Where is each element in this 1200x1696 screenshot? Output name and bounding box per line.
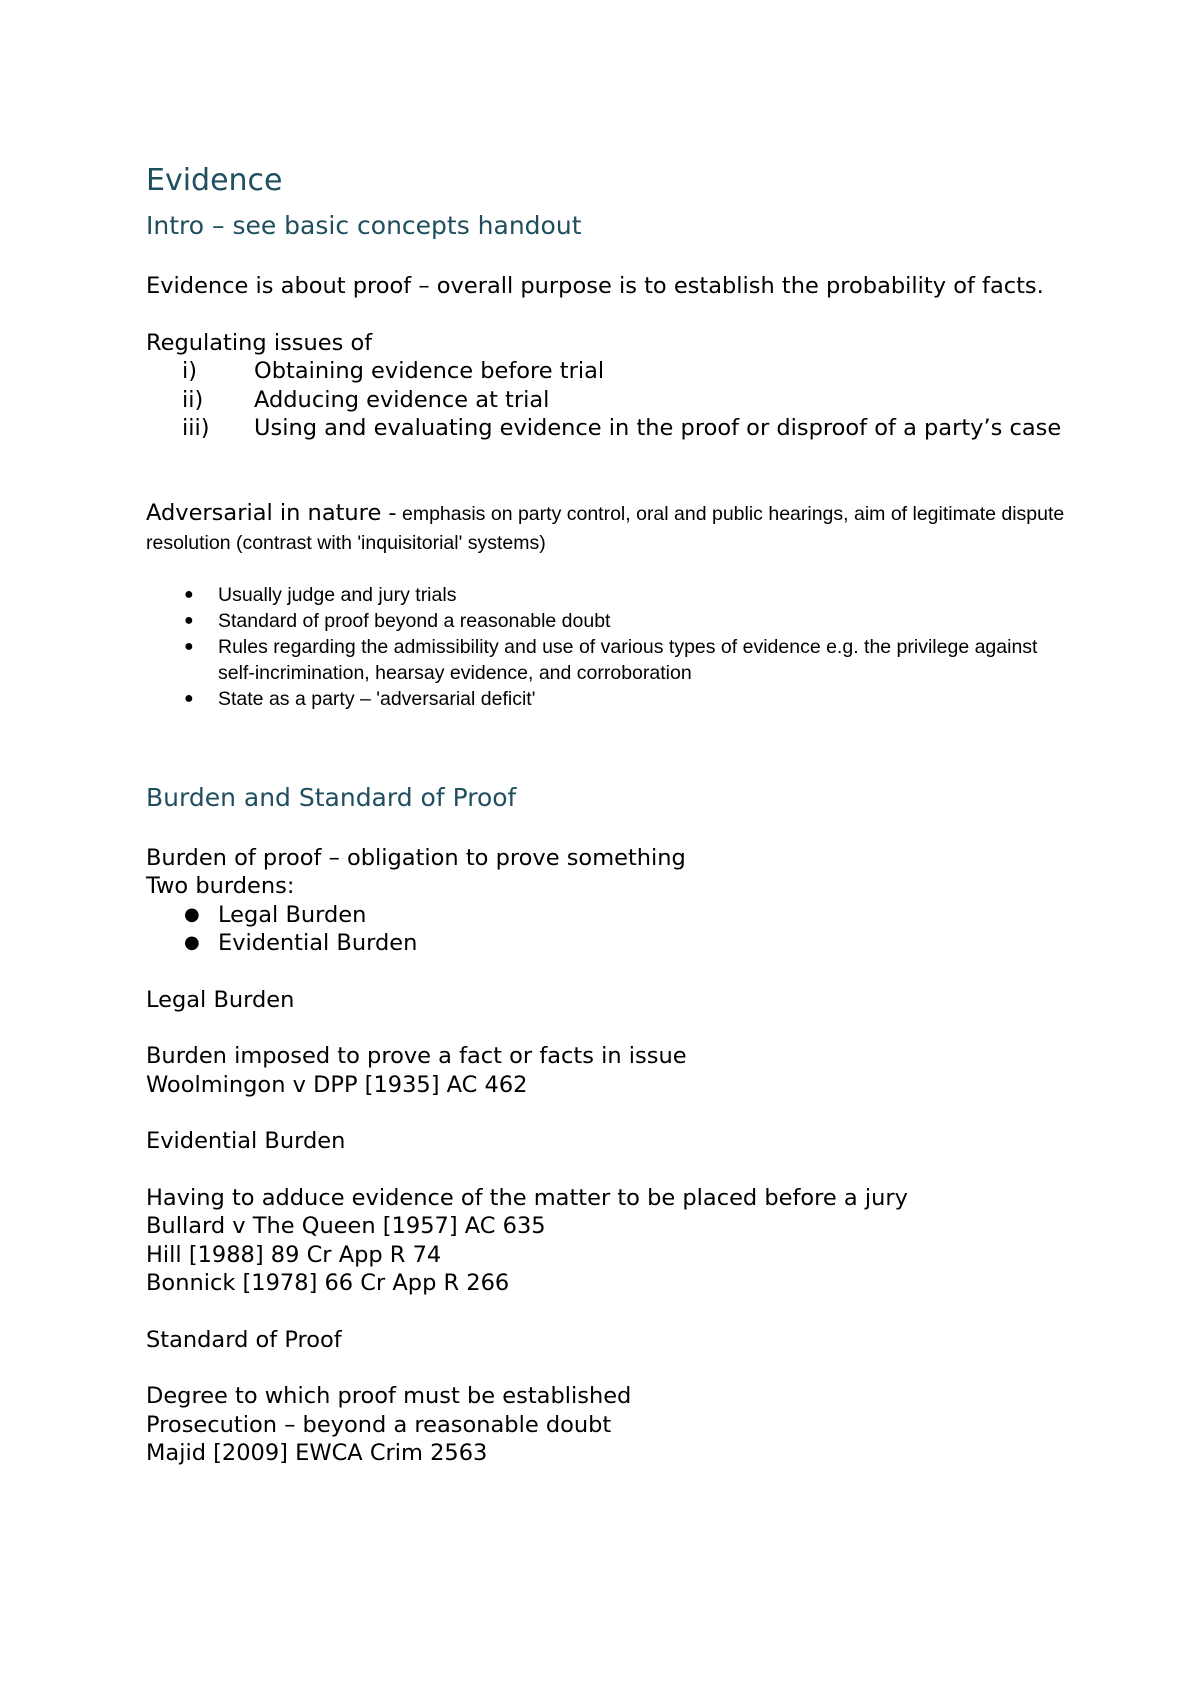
bullet-icon: ● xyxy=(184,903,200,925)
document-title: Evidence xyxy=(146,163,283,198)
list-text: Adducing evidence at trial xyxy=(254,386,550,413)
burden-heading: Burden and Standard of Proof xyxy=(146,782,517,812)
list-text: Usually judge and jury trials xyxy=(218,583,457,606)
list-item xyxy=(146,414,1066,443)
bullet-icon: ● xyxy=(184,637,194,655)
evidential-burden-title: Evidential Burden xyxy=(146,1128,346,1154)
intro-heading: Intro – see basic concepts handout xyxy=(146,211,582,240)
list-item xyxy=(146,929,1066,958)
bullet-icon: ● xyxy=(184,611,194,629)
evidential-burden-line: Having to adduce evidence of the matter to be placed before a jury xyxy=(146,1184,908,1211)
legal-burden-title: Legal Burden xyxy=(146,986,295,1013)
list-text: State as a party – 'adversarial deficit' xyxy=(218,687,536,710)
burden-list xyxy=(146,901,1066,958)
list-item xyxy=(146,386,1066,415)
list-text: Legal Burden xyxy=(218,901,367,928)
regulating-label: Regulating issues of xyxy=(146,329,373,356)
evidential-burden-case: Hill [1988] 89 Cr App R 74 xyxy=(146,1241,442,1268)
regulating-list xyxy=(146,357,1066,443)
list-item xyxy=(146,357,1066,386)
list-item xyxy=(146,582,1066,608)
evidential-burden-case: Bonnick [1978] 66 Cr App R 266 xyxy=(146,1270,510,1296)
list-number: ii) xyxy=(182,386,204,413)
list-number: iii) xyxy=(182,415,210,441)
list-item xyxy=(146,608,1066,634)
standard-of-proof-title: Standard of Proof xyxy=(146,1326,342,1353)
evidential-burden-case: Bullard v The Queen [1957] AC 635 xyxy=(146,1213,546,1239)
document-page xyxy=(146,160,1066,1468)
adversarial-paragraph xyxy=(146,499,1066,558)
standard-of-proof-case: Majid [2009] EWCA Crim 2563 xyxy=(146,1440,488,1466)
burden-definition: Burden of proof – obligation to prove something xyxy=(146,844,686,871)
list-number: i) xyxy=(182,358,198,384)
adversarial-bullets xyxy=(146,582,1066,712)
list-text: Evidential Burden xyxy=(218,930,418,956)
bullet-icon: ● xyxy=(184,932,200,953)
list-text: Standard of proof beyond a reasonable doubt xyxy=(218,609,611,632)
list-item xyxy=(146,901,1066,930)
list-item xyxy=(146,686,1066,712)
legal-burden-line: Burden imposed to prove a fact or facts in issue xyxy=(146,1043,687,1069)
adversarial-text: emphasis on party control, oral and public hearings, aim of legitimate dispute resolution (contrast with 'inquisitorial' systems) xyxy=(146,502,1065,554)
list-text: Obtaining evidence before trial xyxy=(254,358,605,384)
standard-of-proof-line: Degree to which proof must be established xyxy=(146,1383,632,1409)
intro-paragraph: Evidence is about proof – overall purpose is to establish the probability of facts. xyxy=(146,273,1044,299)
two-burdens-label: Two burdens: xyxy=(146,873,295,899)
bullet-icon: ● xyxy=(184,689,194,707)
list-text: Rules regarding the admissibility and use of various types of evidence e.g. the privilege against self-incrimination, hearsay evidence, and corroboration xyxy=(218,635,1038,684)
list-text: Using and evaluating evidence in the proof or disproof of a party’s case xyxy=(254,415,1062,441)
list-item xyxy=(146,634,1066,686)
adversarial-lead: Adversarial in nature - xyxy=(146,499,397,526)
legal-burden-case: Woolmingon v DPP [1935] AC 462 xyxy=(146,1071,528,1098)
bullet-icon: ● xyxy=(184,585,194,603)
standard-of-proof-line: Prosecution – beyond a reasonable doubt xyxy=(146,1411,612,1438)
